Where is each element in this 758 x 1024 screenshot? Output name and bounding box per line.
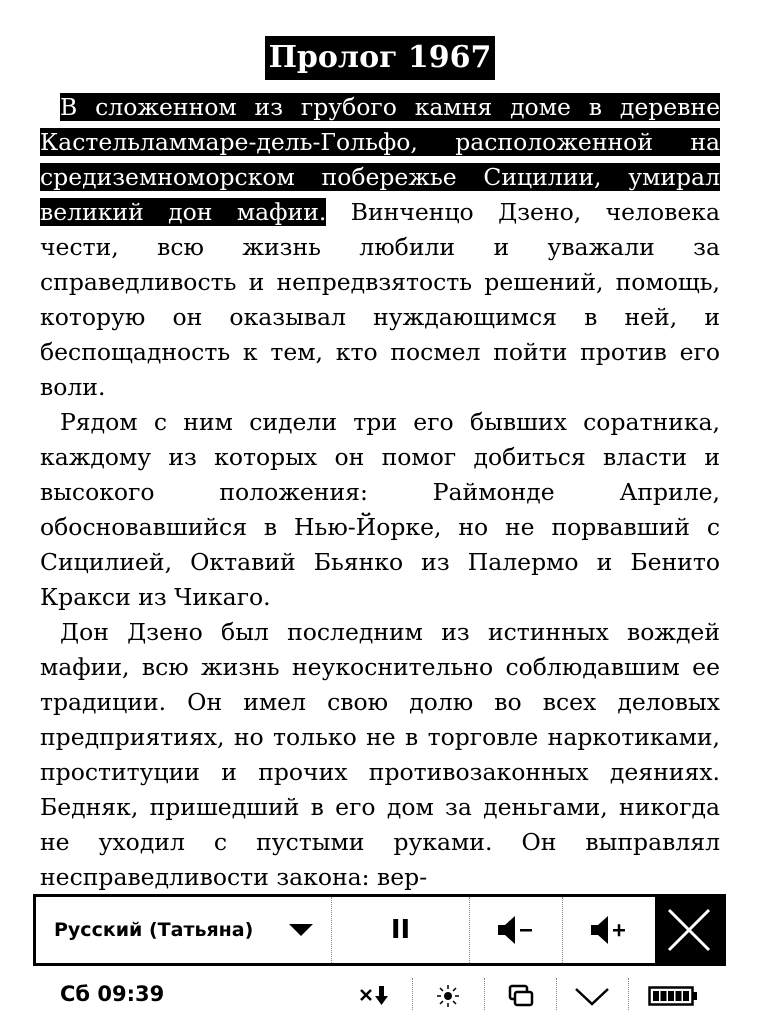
divider [556,978,557,1010]
status-bar [0,968,758,1024]
brightness-icon [435,983,461,1009]
voice-selector[interactable] [36,897,332,963]
brightness-button[interactable] [426,976,470,1016]
chevron-down-icon [289,924,313,936]
volume-down-button[interactable] [470,897,563,963]
close-icon [665,906,713,954]
paragraph-1 [40,90,720,405]
chapter-title-wrap [40,36,720,80]
task-manager-button[interactable] [498,976,544,1016]
battery-icon [648,986,698,1006]
battery-indicator [644,976,702,1016]
window-icon [507,983,535,1009]
voice-label: Русский (Татьяна) [54,919,254,941]
divider [484,978,485,1010]
volume-up-icon [589,913,629,947]
wifi-toggle[interactable] [352,976,400,1016]
paragraph-3: Дон Дзено был последним из истинных вождей мафии, всю жизнь неукоснительно соблюдавшим ее традиции. Он имел свою долю во всех деловых предприятиях, но только не в торговле наркотиками, проституции и прочих противозаконных деяниях. Бедняк, пришедший в его дом за деньгами, никогда не уходил с пустыми руками. Он выправлял несправедливости закона: вер- [40,618,720,891]
divider [412,978,413,1010]
wifi-off-icon [359,984,393,1008]
chevron-down-icon [573,984,611,1008]
reading-page [40,36,720,895]
close-button[interactable] [655,897,723,963]
volume-down-icon [496,913,536,947]
paragraph-1-rest: Винченцо Дзено, человека чести, всю жизнь любили и уважали за справедливость и непредвзятость решений, помощь, которую он оказывал нуждающимся в ней, и беспощадность к тем, кто посмел пойти против его воли. [40,198,720,401]
panel-toggle-button[interactable] [568,976,616,1016]
divider [628,978,629,1010]
pause-button[interactable] [332,897,470,963]
paragraph-2: Рядом с ним сидели три его бывших соратника, каждому из которых он помог добиться власти и высокого положения: Раймонде Априле, обосновавшийся в Нью-Йорке, но не порвавший с Сицилией, Октавий Бьянко из Палермо и Бенито Кракси из Чикаго. [40,408,720,611]
tts-highlight: В сложенном из грубого камня доме в деревне Кастельламмаре-дель-Гольфо, расположенной на средиземноморском побережье Сицилии, умирал великий дон мафии. [40,93,720,226]
volume-up-button[interactable] [563,897,655,963]
pause-icon: II [390,915,411,945]
clock: Сб 09:39 [60,982,165,1006]
chapter-title: Пролог 1967 [265,36,496,80]
tts-panel [33,894,726,966]
